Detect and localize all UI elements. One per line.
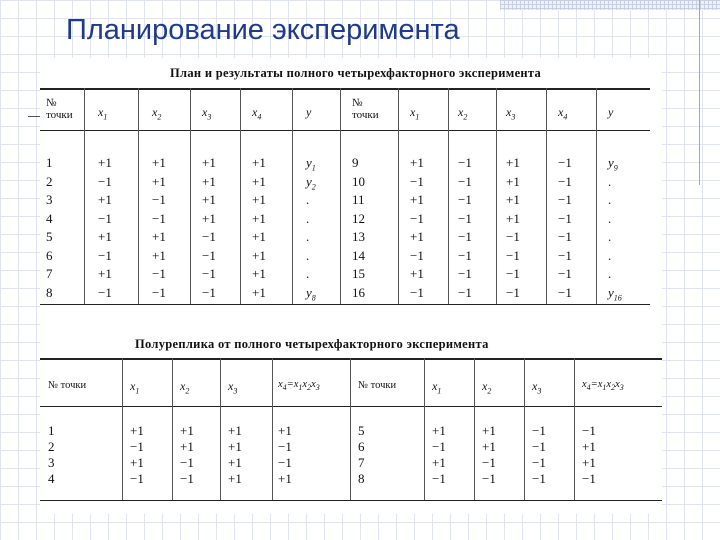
table1-col-rule [138,88,139,304]
table2-cell: −1 [278,455,292,470]
table1-cell: . [306,247,310,263]
table1-cell: −1 [558,210,572,226]
table1-cell: −1 [558,155,572,170]
table1-cell: $y_2$ [306,173,316,192]
table2-cell: −1 [482,471,496,486]
table2-cell: 7 [358,455,365,470]
table2-header-cell: $x_2$ [180,379,190,396]
table2-cell: +1 [582,439,596,454]
table2-col-rule [272,358,273,500]
table2-bottom-rule [40,500,662,501]
table2-caption: Полуреплика от полного четырехфакторного эксперимента [135,337,489,351]
table2-cell: +1 [228,423,242,438]
table2-header-cell: № точки [48,380,87,391]
table1-cell: −1 [202,284,216,300]
table1-header-cell: $x_4$ [558,105,568,122]
table2-cell: −1 [432,439,446,454]
margin-tick [28,116,40,117]
table1-top-rule [40,88,650,90]
table1-cell: +1 [506,210,520,226]
table1-cell: 12 [352,210,365,226]
table2-cell: +1 [432,455,446,470]
table1-cell: −1 [558,266,572,281]
table2-cell: +1 [278,423,292,438]
table2-cell: +1 [228,455,242,470]
table2-cell: +1 [432,423,446,438]
table1-header-cell: $x_2$ [152,105,162,122]
table2-cell: −1 [532,471,546,486]
table1-header-cell: № точки [352,97,379,121]
table2-cell: +1 [228,471,242,486]
table1-cell: . [608,247,612,263]
table2-cell: +1 [278,471,292,486]
table1-cell: −1 [458,210,472,226]
table2-cell: 3 [48,455,55,470]
table1-cell: . [306,266,310,281]
table2-cell: 2 [48,439,55,454]
table1-cell: −1 [152,192,166,207]
table1-header-cell: y [608,105,614,119]
table1-header-rule [40,130,650,131]
table1-cell: $y_{16}$ [608,284,622,303]
table1-cell: +1 [252,210,266,226]
table1-cell: −1 [558,247,572,263]
table1-cell: +1 [252,266,266,281]
table1-cell: −1 [98,247,112,263]
table2-cell: +1 [228,439,242,454]
table1-cell: 5 [46,229,53,244]
table1-header-cell: $x_1$ [410,105,420,122]
table2-cell: 8 [358,471,365,486]
table1-cell: −1 [458,266,472,281]
table2-col-rule [574,358,575,500]
table2-header-cell: $x_1$ [130,379,140,396]
table1-cell: +1 [410,229,424,244]
table1-header-cell: $x_4$ [252,105,262,122]
table2-cell: −1 [130,439,144,454]
table2-cell: −1 [532,455,546,470]
table1-cell: −1 [506,229,520,244]
table2-cell: −1 [278,439,292,454]
table2-header-cell: $x_4=x_1x_2x_3$ [278,379,320,393]
table1-cell: −1 [152,210,166,226]
table1-header-cell: y [306,105,312,119]
table1-cell: −1 [506,266,520,281]
table1-cell: . [608,266,612,281]
table1-header-cell: № точки [46,97,73,121]
table1-cell: −1 [506,284,520,300]
table1-cell: −1 [410,173,424,189]
table2-header-cell: $x_1$ [432,379,442,396]
table1-cell: +1 [506,155,520,170]
table1-cell: +1 [98,266,112,281]
table1-cell: +1 [98,155,112,170]
table1-cell: −1 [152,284,166,300]
table1-cell: −1 [410,247,424,263]
table1-cell: $y_8$ [306,284,316,303]
table2-col-rule [474,358,475,500]
table1-cell: +1 [152,229,166,244]
table1-cell: +1 [202,155,216,170]
table1-cell: −1 [98,284,112,300]
table1-cell: +1 [410,155,424,170]
table1-cell: +1 [152,247,166,263]
table1-cell: −1 [202,247,216,263]
table1-col-rule [398,88,399,304]
table1-cell: +1 [410,192,424,207]
table2-header-cell: $x_4=x_1x_2x_3$ [582,379,624,393]
table1-cell: −1 [558,284,572,300]
table2-col-rule [350,358,351,500]
table1-cell: −1 [458,173,472,189]
table1-col-rule [340,88,341,304]
table1-cell: +1 [252,247,266,263]
table1-cell: −1 [558,192,572,207]
table1-cell: +1 [506,192,520,207]
table1-cell: −1 [410,210,424,226]
table1-cell: +1 [410,266,424,281]
table2-cell: +1 [180,423,194,438]
table1-cell: 8 [46,284,53,300]
table1-cell: −1 [202,266,216,281]
table1-cell: $y_9$ [608,155,618,173]
table1-cell: +1 [152,173,166,189]
table1-cell: 1 [46,155,53,170]
table1-cell: 3 [46,192,53,207]
table1-cell: −1 [458,284,472,300]
table1-header-cell: $x_1$ [98,105,108,122]
table2-cell: +1 [180,439,194,454]
table2-cell: 1 [48,423,55,438]
table1-cell: +1 [98,229,112,244]
table2-header-cell: № точки [358,380,397,391]
table2-cell: +1 [482,423,496,438]
table1-cell: −1 [410,284,424,300]
table1-cell: +1 [252,155,266,170]
table1-col-rule [448,88,449,304]
table1-cell: +1 [506,173,520,189]
table1-header-cell: $x_3$ [506,105,516,122]
table1-cell: −1 [98,173,112,189]
table1-col-rule [240,88,241,304]
table1-cell: . [306,210,310,226]
table1-cell: 11 [352,192,365,207]
table2-col-rule [220,358,221,500]
table2-cell: −1 [130,471,144,486]
table2-cell: −1 [582,471,596,486]
table1-cell: +1 [98,192,112,207]
table1-cell: +1 [202,192,216,207]
table2-header-cell: $x_3$ [532,379,542,396]
table2-cell: 5 [358,423,365,438]
table1-cell: +1 [152,155,166,170]
table1-cell: −1 [458,192,472,207]
table2-col-rule [172,358,173,500]
table2-cell: −1 [180,455,194,470]
table1-cell: +1 [252,229,266,244]
table2-cell: +1 [582,455,596,470]
table1-cell: . [608,229,612,244]
table1-caption: План и результаты полного четырехфакторного эксперимента [170,66,542,80]
table2-cell: +1 [130,423,144,438]
table2-col-rule [122,358,123,500]
table2-cell: −1 [532,439,546,454]
table1-cell: +1 [252,284,266,300]
table1-cell: . [306,192,310,207]
table2-cell: +1 [482,439,496,454]
table2-top-rule [40,358,662,360]
table1-bottom-rule [40,304,650,305]
table1-header-cell: $x_3$ [202,105,212,122]
table2-cell: −1 [532,423,546,438]
corner-decoration [500,0,720,10]
table1-cell: 7 [46,266,53,281]
table1-col-rule [84,88,85,304]
table1-cell: −1 [558,229,572,244]
table1-cell: +1 [202,173,216,189]
table1-cell: −1 [506,247,520,263]
table1-cell: . [306,229,310,244]
table1-cell: +1 [252,173,266,189]
slide-right-rule [699,0,700,185]
table1-cell: 10 [352,173,365,189]
table2-header-cell: $x_3$ [228,379,238,396]
table1-cell: −1 [458,229,472,244]
table1-col-rule [546,88,547,304]
table1-cell: 2 [46,173,53,189]
table1-cell: +1 [252,192,266,207]
table2-col-rule [524,358,525,500]
table1-cell: +1 [202,210,216,226]
table1-col-rule [596,88,597,304]
table1-cell: 14 [352,247,365,263]
table2-header-rule [40,406,662,407]
table1-cell: 13 [352,229,365,244]
table2-cell: 4 [48,471,55,486]
scanned-tables [40,58,662,514]
table1-cell: −1 [458,247,472,263]
table1-cell: . [608,173,612,189]
table1-header-cell: $x_2$ [458,105,468,122]
table1-cell: −1 [558,173,572,189]
table2-cell: −1 [482,455,496,470]
table1-cell: −1 [458,155,472,170]
table1-cell: 9 [352,155,359,170]
table1-cell: −1 [152,266,166,281]
table1-cell: −1 [202,229,216,244]
table1-col-rule [496,88,497,304]
slide-title: Планирование эксперимента [66,14,460,46]
table2-cell: −1 [180,471,194,486]
table2-cell: 6 [358,439,365,454]
table2-cell: −1 [432,471,446,486]
table1-cell: . [608,210,612,226]
table1-col-rule [190,88,191,304]
table2-header-cell: $x_2$ [482,379,492,396]
table1-cell: 6 [46,247,53,263]
table1-cell: 16 [352,284,365,300]
table1-cell: 4 [46,210,53,226]
table1-cell: −1 [98,210,112,226]
table1-col-rule [292,88,293,304]
table2-cell: −1 [582,423,596,438]
table2-col-rule [424,358,425,500]
table1-cell: 15 [352,266,365,281]
table1-cell: $y_1$ [306,155,316,173]
table1-cell: . [608,192,612,207]
table2-cell: +1 [130,455,144,470]
